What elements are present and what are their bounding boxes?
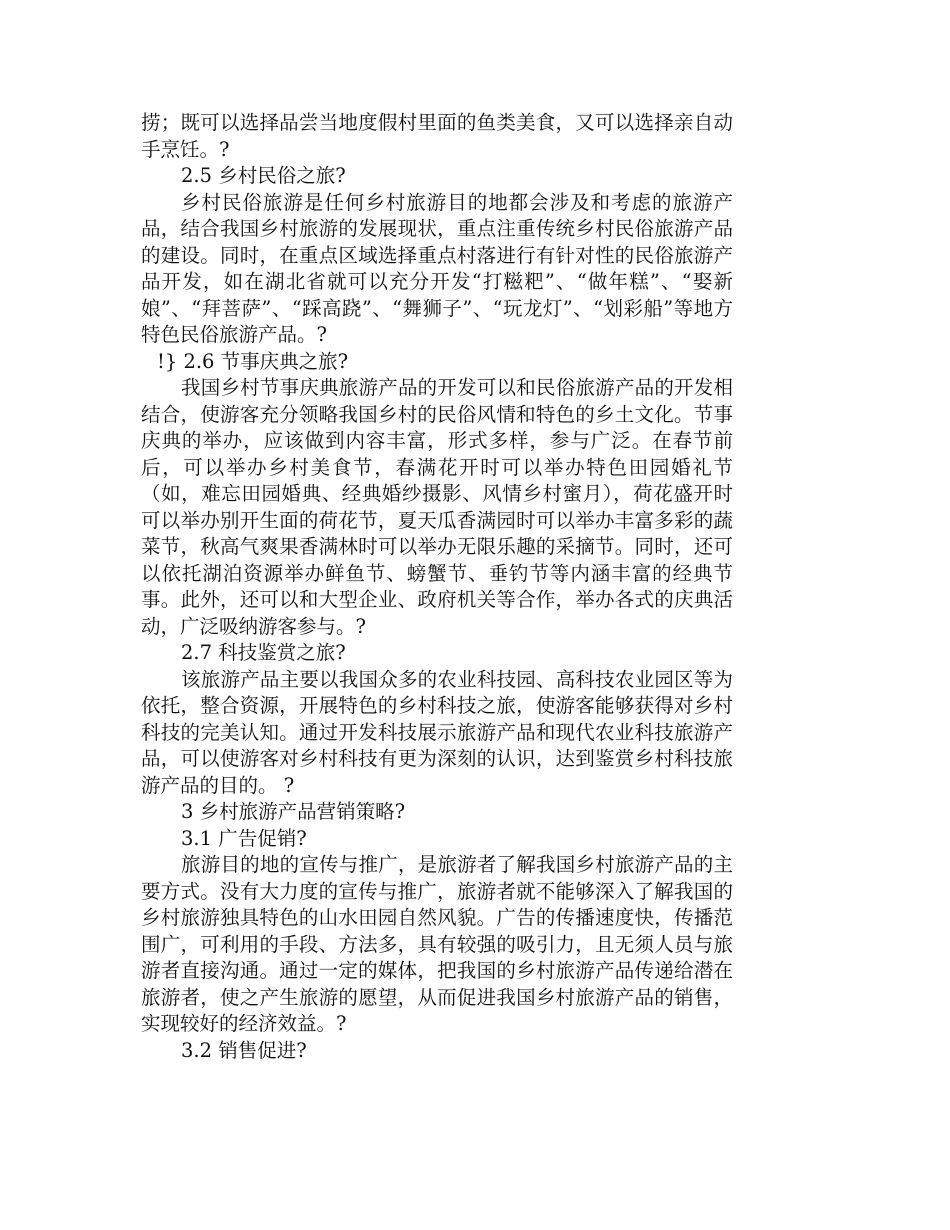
section-heading-3: 3 乡村旅游产品营销策略? [181, 800, 406, 823]
section-heading-2-5: 2.5 乡村民俗之旅? [181, 164, 346, 187]
section-heading-2-6: !} 2.6 节事庆典之旅? [157, 349, 349, 373]
paragraph-festival: 我国乡村节事庆典旅游产品的开发可以和民俗旅游产品的开发相结合，使游客充分领略我国乡村的民俗风情和特色的乡土文化。节事庆典的举办，应该做到内容丰富，形式多样，参与广泛。在春节前后，可以举办乡村美食节，春满花开时可以举办特色田园婚礼节（如，难忘田园婚典、经典婚纱摄影、风情乡村蜜月），荷花盛开时可以举办别开生面的荷花节，夏天瓜香满园时可以举办丰富多彩的蔬菜节，秋高气爽果香满林时可以举办无限乐趣的采摘节。同时，还可以依托湖泊资源举办鲜鱼节、螃蟹节、垂钓节等内涵丰富的经典节事。此外，还可以和大型企业、政府机关等合作，举办各式的庆典活动，广泛吸纳游客参与。? [141, 376, 733, 638]
section-heading-3-1: 3.1 广告促销? [181, 826, 307, 850]
paragraph-folk-custom: 乡村民俗旅游是任何乡村旅游目的地都会涉及和考虑的旅游产品，结合我国乡村旅游的发展现状，重点注重传统乡村民俗旅游产品的建设。同时，在重点区域选择重点村落进行有针对性的民俗旅游产品开发，如在湖北省就可以充分开发“打糍粑”、“做年糕”、“娶新娘”、“拜菩萨”、“踩高跷”、“舞狮子”、“玩龙灯”、“划彩船”等地方特色民俗旅游产品。? [141, 190, 733, 346]
paragraph-continuation: 捞；既可以选择品尝当地度假村里面的鱼类美食，又可以选择亲自动手烹饪。? [141, 111, 733, 161]
section-heading-2-7: 2.7 科技鉴赏之旅? [181, 641, 346, 664]
paragraph-advertising: 旅游目的地的宣传与推广，是旅游者了解我国乡村旅游产品的主要方式。没有大力度的宣传与推广，旅游者就不能够深入了解我国的乡村旅游独具特色的山水田园自然风貌。广告的传播速度快，传播范围广，可利用的手段、方法多，具有较强的吸引力，且无须人员与旅游者直接沟通。通过一定的媒体，把我国的乡村旅游产品传递给潜在旅游者，使之产生旅游的愿望，从而促进我国乡村旅游产品的销售，实现较好的经济效益。? [141, 853, 733, 1035]
paragraph-technology: 该旅游产品主要以我国众多的农业科技园、高科技农业园区等为依托，整合资源，开展特色的乡村科技之旅，使游客能够获得对乡村科技的完美认知。通过开发科技展示旅游产品和现代农业科技旅游产品，可以使游客对乡村科技有更为深刻的认识，达到鉴赏乡村科技旅游产品的目的。 ? [141, 667, 733, 797]
section-heading-3-2: 3.2 销售促进? [181, 1038, 307, 1062]
document-page [141, 110, 733, 1064]
